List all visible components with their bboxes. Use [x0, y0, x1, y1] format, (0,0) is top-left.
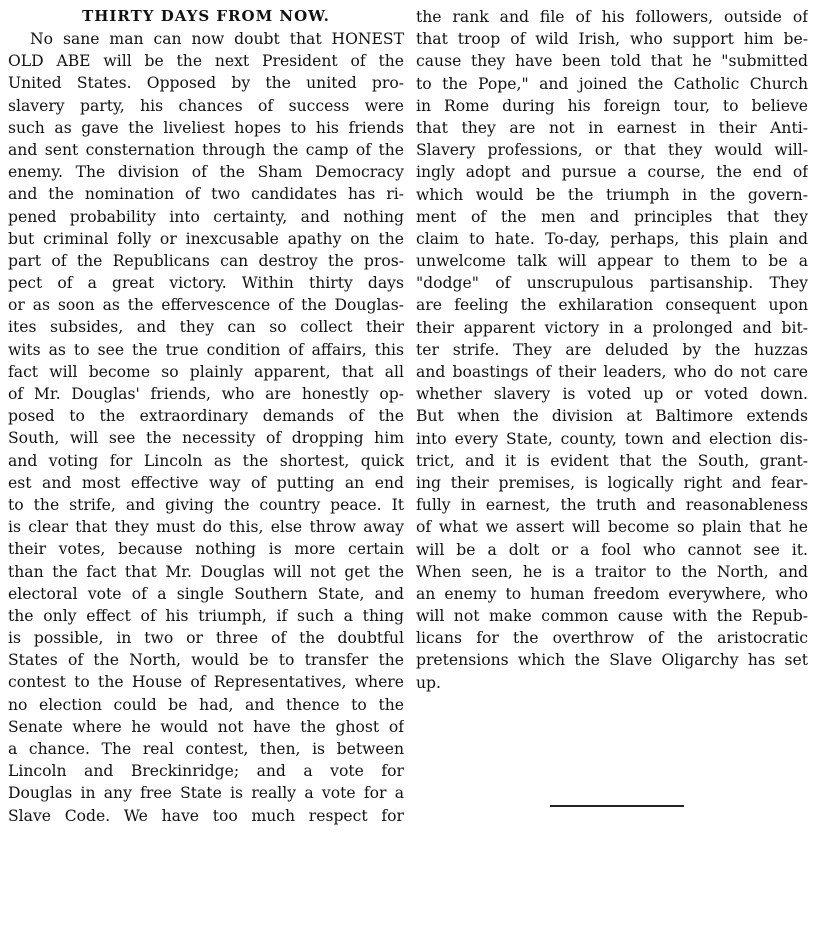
- text-line: that troop of wild Irish, who support him be-: [416, 30, 808, 49]
- text-line: pened probability into certainty, and nothing: [8, 207, 404, 226]
- text-line: an enemy to human freedom everywhere, who: [416, 584, 808, 603]
- text-line: electoral vote of a single Southern State, and: [8, 584, 404, 603]
- text-line: pect of a great victory. Within thirty days: [8, 274, 404, 293]
- text-line: Douglas in any free State is really a vote for a: [8, 784, 404, 803]
- text-line: South, will see the necessity of dropping him: [8, 429, 404, 448]
- text-line: fact will become so plainly apparent, that all: [8, 362, 404, 381]
- text-line: and voting for Lincoln as the shortest, quick: [8, 451, 404, 470]
- text-line: unwelcome talk will appear to them to be a: [416, 252, 808, 271]
- text-line: whether slavery is voted up or voted down.: [416, 385, 808, 404]
- text-line: such as gave the liveliest hopes to his friends: [8, 118, 404, 137]
- text-line: No sane man can now doubt that HONEST: [30, 30, 404, 48]
- text-line: than the fact that Mr. Douglas will not get the: [8, 562, 404, 581]
- text-line: ingly adopt and pursue a course, the end of: [416, 163, 808, 182]
- text-line: pretensions which the Slave Oligarchy has set: [416, 651, 808, 670]
- text-line: of what we assert will become so plain that he: [416, 518, 808, 537]
- right-column-text: [416, 6, 808, 694]
- text-line: Senate where he would not have the ghost of: [8, 717, 404, 736]
- text-line: posed to the extraordinary demands of the: [8, 407, 404, 426]
- text-line: part of the Republicans can destroy the pros-: [8, 251, 404, 270]
- text-line: contest to the House of Representatives, where: [8, 673, 404, 692]
- text-line: Slave Code. We have too much respect for: [8, 806, 404, 825]
- article-headline: THIRTY DAYS FROM NOW.: [82, 7, 330, 25]
- text-line: slavery party, his chances of success were: [8, 96, 404, 115]
- text-line: When seen, he is a traitor to the North, and: [416, 562, 808, 581]
- text-line: are feeling the exhilaration consequent upon: [416, 296, 808, 315]
- text-line: est and most effective way of putting an end: [8, 473, 404, 492]
- right-column: [416, 6, 808, 694]
- text-line: will be a dolt or a fool who cannot see it.: [416, 540, 808, 559]
- text-line: up.: [416, 673, 441, 692]
- text-line: the only effect of his triumph, if such a thing: [8, 606, 404, 625]
- text-line: ing their premises, is logically right and fear-: [416, 473, 808, 492]
- text-line: and boastings of their leaders, who do not care: [416, 363, 808, 381]
- left-column-text: [8, 28, 404, 827]
- text-line: which would be the triumph in the govern-: [416, 185, 808, 204]
- text-line: into every State, county, town and election dis-: [416, 429, 808, 448]
- text-line: OLD ABE will be the next President of the: [8, 52, 404, 71]
- text-line: "dodge" of unscrupulous partisanship. They: [416, 274, 808, 293]
- text-line: is possible, in two or three of the doubtful: [8, 629, 404, 648]
- text-line: will not make common cause with the Repub-: [416, 607, 808, 626]
- article-end-rule: [550, 805, 684, 807]
- text-line: but criminal folly or inexcusable apathy on the: [8, 229, 404, 248]
- text-line: enemy. The division of the Sham Democracy: [8, 163, 404, 182]
- text-line: Lincoln and Breckinridge; and a vote for: [8, 762, 404, 781]
- text-line: claim to hate. To-day, perhaps, this plain and: [416, 229, 808, 248]
- text-line: wits as to see the true condition of affairs, this: [8, 340, 404, 359]
- text-line: trict, and it is evident that the South, grant-: [416, 451, 808, 470]
- text-line: ment of the men and principles that they: [416, 207, 808, 226]
- text-line: their apparent victory in a prolonged and bit-: [416, 318, 808, 337]
- text-line: of Mr. Douglas' friends, who are honestly op-: [8, 385, 404, 403]
- text-line: their votes, because nothing is more certain: [8, 540, 404, 559]
- text-line: ites subsides, and they can so collect their: [8, 318, 404, 337]
- text-line: States of the North, would be to transfer the: [8, 651, 404, 670]
- text-line: and sent consternation through the camp of the: [8, 140, 404, 159]
- text-line: no election could be had, and thence to the: [8, 695, 404, 714]
- text-line: United States. Opposed by the united pro-: [8, 74, 404, 93]
- text-line: or as soon as the effervescence of the Douglas-: [8, 296, 404, 315]
- text-line: cause they have been told that he "submitted: [416, 52, 808, 71]
- text-line: in Rome during his foreign tour, to believe: [416, 96, 808, 115]
- text-line: But when the division at Baltimore extends: [416, 407, 808, 426]
- text-line: that they are not in earnest in their Anti-: [416, 118, 808, 137]
- text-line: licans for the overthrow of the aristocratic: [416, 629, 808, 648]
- text-line: ter strife. They are deluded by the huzzas: [416, 340, 808, 359]
- text-line: Slavery professions, or that they would will-: [416, 141, 808, 160]
- text-line: and the nomination of two candidates has ri-: [8, 185, 404, 204]
- left-column: [8, 6, 404, 827]
- text-line: to the Pope," and joined the Catholic Church: [416, 74, 808, 93]
- text-line: a chance. The real contest, then, is between: [8, 740, 404, 758]
- text-line: to the strife, and giving the country peace. It: [8, 495, 404, 514]
- text-line: the rank and file of his followers, outside of: [416, 8, 808, 26]
- text-line: fully in earnest, the truth and reasonableness: [416, 496, 808, 515]
- text-line: is clear that they must do this, else throw away: [8, 518, 404, 537]
